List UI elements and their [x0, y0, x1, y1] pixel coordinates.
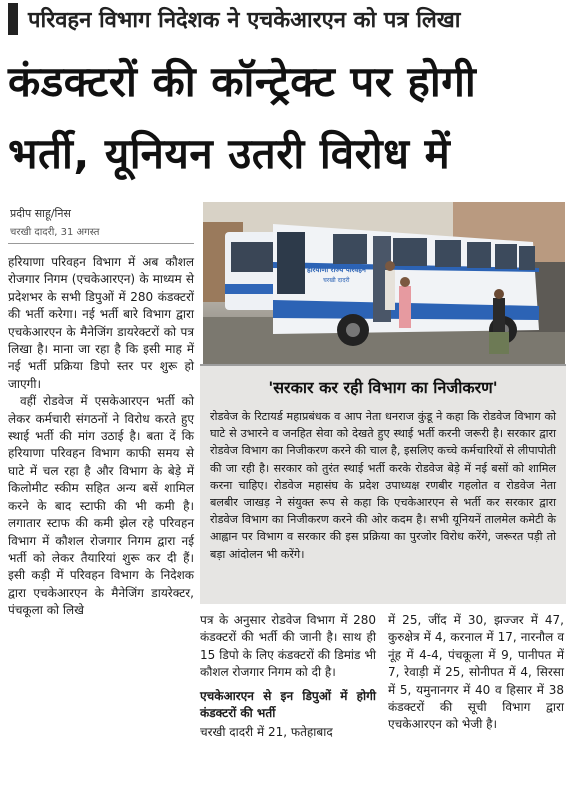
article-column-1 [8, 254, 194, 620]
headline-line-2: भर्ती, यूनियन उतरी विरोध में [8, 129, 451, 178]
sidebar-title: 'सरकार कर रही विभाग का निजीकरण' [268, 378, 498, 397]
sidebar-box [200, 364, 566, 604]
byline-divider [8, 243, 194, 244]
paragraph: में 25, जींद में 30, झज्जर में 47, कुरुक्षेत्र में 4, करनाल में 17, नारनौल व नूंह में 4-4, पंचकूला में 9, पानीपत में 7, रेवाड़ी में 25, सोनीपत में 4, सिरसा में 5, यमुनानगर में 40 व हिसार में 38 कंडक्टरों की सूची विभाग द्वारा एचकेआरएन को भेजी है। [388, 613, 564, 732]
headline-line-1: कंडक्टरों की कॉन्ट्रेक्ट पर होगी [8, 57, 477, 106]
bus-side-text: हरियाणा राज्य परिवहन [307, 266, 366, 274]
kicker-bar [8, 3, 18, 35]
subheading: एचकेआरएन से इन डिपुओं में होगी कंडक्टरों की भर्ती [200, 688, 376, 721]
bus-photo [203, 202, 565, 364]
headline [8, 46, 564, 190]
paragraph: पत्र के अनुसार रोडवेज विभाग में 280 कंडक्टरों की भर्ती की जानी है। साथ ही 15 डिपो के लिए कंडक्टरों की डिमांड भी कौशल रोजगार निगम को दी है। [200, 613, 376, 680]
sidebar-text: रोडवेज के रिटायर्ड महाप्रबंधक व आप नेता धनराज कुंडू ने कहा कि रोडवेज विभाग को घाटे से उभारने व जनहित सेवा को देखते हुए स्थाई भर्ती करनी जरूरी है। सरकार द्वारा रोडवेज विभाग का निजीकरण करने की चाल है, इसलिए कच्चे कर्मचारियों से लीपापोती की जा रही है। सरकार को तुरंत स्थाई भर्ती करके रोडवेज बेड़े में नई बसों को शामिल करना चाहिए। रोडवेज महासंघ के प्रदेश उपाध्यक्ष रणबीर गहलोत व रोडवेज नेता बलबीर जाखड़ ने संयुक्त रूप से कहा कि एचकेआरएन से भर्ती कर सरकार द्वारा रोडवेज विभाग का निजीकरण करने की ओर कदम है। सभी यूनियनें तालमेल कमेटी के आह्वान पर विभाग व सरकार की इस प्रक्रिया का पुरजोर विरोध करेंगे, जरूरत पड़ी तो बड़ा आंदोलन भी करेंगे। [210, 410, 556, 561]
kicker [0, 0, 570, 38]
paragraph: चरखी दादरी में 21, फतेहाबाद [200, 725, 333, 740]
paragraph: वहीं रोडवेज में एसकेआरएन भर्ती को लेकर कर्मचारी संगठनों ने विरोध करते हुए स्थाई भर्ती की मांग उठाई है। बता दें कि हरियाणा परिवहन विभाग काफी समय से घाटे में चल रहा है और विभाग के बेड़े में किलोमीट स्कीम सहित अन्य बसें शामिल करने के बाद स्टाफी की भी कमी है। लगातार स्टाफ की कमी झेल रहे परिवहन विभाग में कौशल रोजगार निगम द्वारा नई भर्ती को लेकर तैयारियां शुरू कर दी हैं। इसी कड़ी में परिवहन विभाग के निदेशक द्वारा एचकेआरएन के मैनेजिंग डायरेक्टर, पंचकूला को लिखे [8, 394, 194, 618]
kicker-text: परिवहन विभाग निदेशक ने एचकेआरएन को पत्र लिखा [28, 8, 461, 33]
bus-side-subtext: चरखी दादरी [323, 277, 350, 284]
dateline: चरखी दादरी, 31 अगस्त [10, 227, 100, 238]
article-column-3 [388, 612, 564, 734]
article-column-2 [200, 612, 376, 742]
bus-illustration [203, 202, 565, 364]
byline: प्रदीप साहू/निस [10, 207, 71, 220]
paragraph: हरियाणा परिवहन विभाग में अब कौशल रोजगार निगम (एचकेआरएन) के माध्यम से प्रदेशभर के सभी डिपुओं में 280 कंडक्टरों की भर्ती करेगा। नई भर्ती बारे विभाग द्वारा एचकेआरएन के मैनेजिंग डायरेक्टरों को पत्र लिखा है। माना जा रहा है कि इसी माह में नई भर्ती प्रक्रिया डिपो स्तर पर शुरू हो जाएगी। [8, 255, 194, 391]
